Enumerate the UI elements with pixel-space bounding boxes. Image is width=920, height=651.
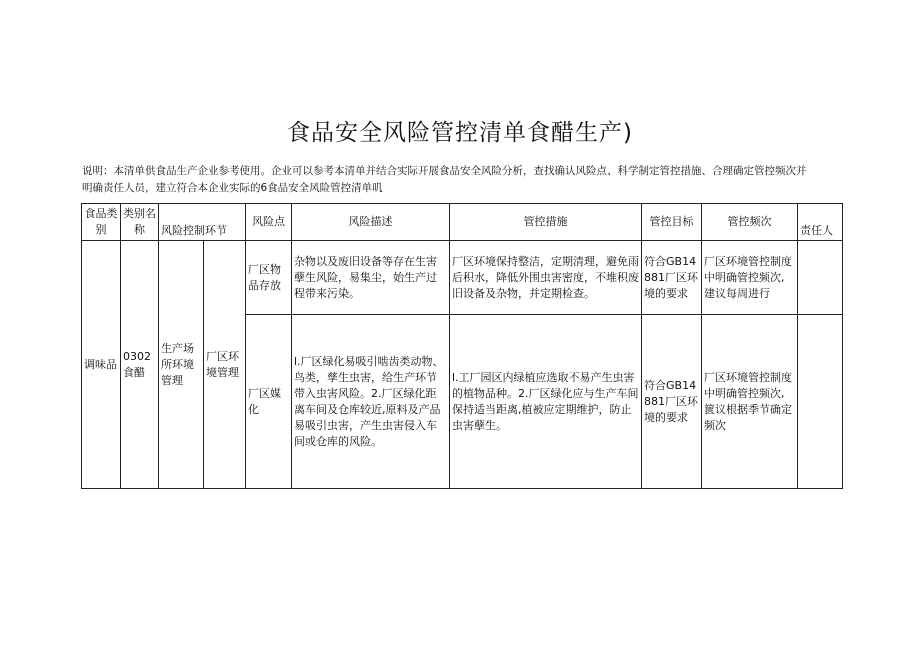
risk-description-cell: l.厂区绿化易吸引啮齿类动物、鸟类，孳生虫害，给生产环节带入虫害风险。2.厂区绿化距离车间及仓库较近,原料及产品易吸引虫害，产生虫害侵入车间或仓库的风险。 [292,315,450,489]
header-control-frequency: 管控频次 [702,204,798,241]
risk-point-cell: 厂区媒化 [246,315,292,489]
category-name-cell: 0302食醋 [121,241,159,489]
risk-control-table [81,203,843,489]
header-risk-description: 风险描述 [292,204,450,241]
note-line-1: 说明：本清单供食品生产企业参考使用。企业可以参考本清单并结合实际开展食品安全风险分析，查找确认风险点、科学制定管控措施、合理确定管控频次并 [82,165,807,177]
control-sublink-cell: 厂区环境管理 [204,241,246,489]
header-control-measures: 管控措施 [450,204,642,241]
note-line-2: 明确责任人员，建立符合本企业实际的6食品安全风险管控清单叽 [82,182,383,194]
risk-description-cell: 杂物以及废旧设备等存在生害孽生风险，易集尘，始生产过程带来污染。 [292,241,450,315]
control-link-cell: 生产场所环境管理 [159,241,204,489]
food-category-cell: 调味品 [82,241,121,489]
header-category-name: 类别名称 [121,204,159,241]
header-control-target: 管控目标 [642,204,702,241]
header-control-link: 风险控制环节 [159,204,246,241]
control-measures-cell: l.工厂园区内绿植应选取不易产生虫害的植物品种。2.厂区绿化应与生产车间保持适当距离,植被应定期维护，防止虫害孽生。 [450,315,642,489]
header-food-category: 食品类别 [82,204,121,241]
table-row [82,241,843,315]
control-frequency-cell: 厂区环境管控制度中明确管控频次,建议每周进行 [702,241,798,315]
table-header-row [82,204,843,241]
control-measures-cell: 厂区环境保持整洁，定期清理，避免雨后积水，降低外围虫害密度，不堆积废旧设备及杂物，并定期检查。 [450,241,642,315]
control-frequency-cell: 厂区环境管控制度中明确管控频次,篋议根据季节确定频次 [702,315,798,489]
control-target-cell: 符合GB14881厂区环境的要求 [642,241,702,315]
header-risk-point: 风险点 [246,204,292,241]
control-target-cell: 符合GB14881厂区环境的要求 [642,315,702,489]
owner-cell [798,241,843,315]
risk-point-cell: 厂区物品存放 [246,241,292,315]
page-title: 食品安全风险管控清单食醋生产) [287,120,633,146]
instruction-note [82,163,852,197]
owner-cell [798,315,843,489]
header-owner: 责任人 [798,204,843,241]
